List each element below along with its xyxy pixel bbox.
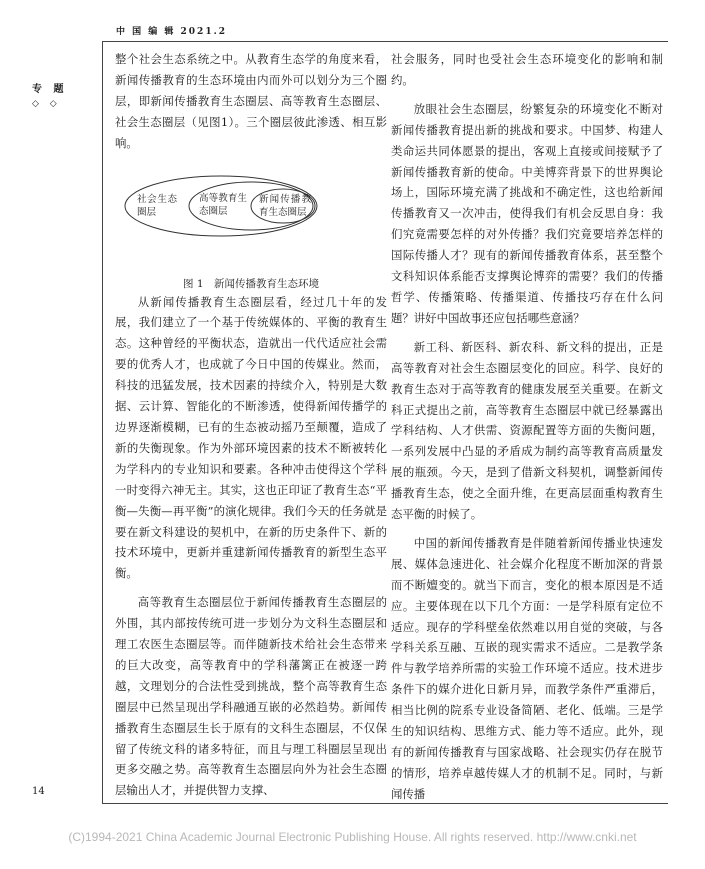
- paragraph: 高等教育生态圈层位于新闻传播教育生态圈层的外围，其内部按传统可进一步划分为文科生态圈层和理工农医生态圈层等。而伴随新技术给社会生态带来的巨大改变，高等教育中的学科藩篱正在被逐一跨越，文理划分的合法性受到挑战，整个高等教育生态圈层中已然呈现出学科融通互嵌的必然趋势。新闻传播教育生态圈层生长于原有的文科生态圈层，不仅保留了传统文科的诸多特征，而且与理工科圈层呈现出更多交融之势。高等教育生态圈层向外为社会生态圈层输出人才，并提供智力支撑、: [115, 595, 387, 798]
- outer-circle-label: 社会生态圈层: [137, 193, 177, 218]
- figure-1: [115, 166, 387, 270]
- paragraph: 中国的新闻传播教育是伴随着新闻传播业快速发展、媒体急速进化、社会媒介化程度不断加深的背景而不断嬗变的。就当下而言，变化的根本原因是不适应。主要体现在以下几个方面：一是学科原有定位不适应。现存的学科壁垒依然难以用自觉的突破，与各学科关系互融、互嵌的现实需求不适应。二是教学条件与教学培养所需的实验工作环境不适应。技术进步条件下的媒介进化日新月异，而教学条件严重滞后，相当比例的院系专业设备简陋、老化、低端。三是学生的知识结构、思维方式、能力等不适应。此外，现有的新闻传播教育与国家战略、社会现实仍存在脱节的情形，培养卓越传媒人才的机制不足。同时，与新闻传播: [391, 535, 663, 801]
- section-label: 专 题: [32, 84, 68, 95]
- paragraph: 社会服务，同时也受社会生态环境变化的影响和制约。: [391, 52, 663, 87]
- copyright-footer: (C)1994-2021 China Academic Journal Electronic Publishing House. All rights reserved. http://www.cnki.net: [68, 830, 637, 844]
- left-column: [115, 49, 387, 801]
- figure-caption: 图 1 新闻传播教育生态环境: [182, 277, 320, 290]
- paragraph: 新工科、新医科、新农科、新文科的提出，正是高等教育对社会生态圈层变化的回应。科学、良好的教育生态对于高等教育的健康发展至关重要。在新文科正式提出之前，高等教育生态圈层中就已经暴露出学科结构、人才供需、资源配置等方面的失衡问题，一系列发展中凸显的矛盾成为制约高等教育高质量发展的瓶颈。今天，是到了借新文科契机，调整新闻传播教育生态，使之全面升维，在更高层面重构教育生态平衡的时候了。: [391, 339, 663, 522]
- right-column: [391, 49, 663, 805]
- middle-circle-label: 高等教育生态圈层: [199, 192, 247, 217]
- inner-circle-label: 新闻传播教育生态圈层: [259, 193, 311, 218]
- paragraph: 放眼社会生态圈层，纷繁复杂的环境变化不断对新闻传播教育提出新的挑战和要求。中国梦、构建人类命运共同体愿景的提出，客观上直接或间接赋予了新闻传播教育新的使命。中美博弈背景下的世界舆论场上，国际环境充满了挑战和不确定性，这也给新闻传播教育又一次冲击，使得我们有机会反思自身：我们究竟需要怎样的对外传播？我们究竟要培养怎样的国际传播人才？现有的新闻传播教育体系，甚至整个文科知识体系能否支撑舆论博弈的需要？我们的传播哲学、传播策略、传播渠道、传播技巧存在什么问题？讲好中国故事还应包括哪些意涵？: [391, 101, 663, 325]
- running-head: 中 国 编 辑 2021.2: [116, 27, 227, 37]
- margin-rule: [102, 41, 103, 803]
- paragraph: 从新闻传播教育生态圈层看，经过几十年的发展，我们建立了一个基于传统媒体的、平衡的教育生态。这种曾经的平衡状态，造就出一代代适应社会需要的优秀人才，也成就了今日中国的传媒业。然而，科技的迅猛发展，技术因素的持续介入，特别是大数据、云计算、智能化的不断渗透，使得新闻传播学的边界逐渐模糊，已有的生态被动摇乃至颠覆，造成了新的失衡现象。作为外部环境因素的技术不断被转化为学科内的专业知识和要素。各种冲击使得这个学科一时变得六神无主。其实，这也正印证了教育生态“平衡—失衡—再平衡”的演化规律。我们今天的任务就是要在新文科建设的契机中，在新的历史条件下、新的技术环境中，更新并重建新闻传播教育的新型生态平衡。: [115, 294, 387, 581]
- page-number: 14: [32, 786, 45, 797]
- header-rule: [102, 41, 668, 42]
- paragraph: 整个社会生态系统之中。从教育生态学的角度来看，新闻传播教育的生态环境由内而外可以划分为三个圈层，即新闻传播教育生态圈层、高等教育生态圈层、社会生态圈层（见图1）。三个圈层彼此渗透、相互影响。: [115, 52, 387, 150]
- section-diamonds: ◇ ◇: [32, 99, 61, 109]
